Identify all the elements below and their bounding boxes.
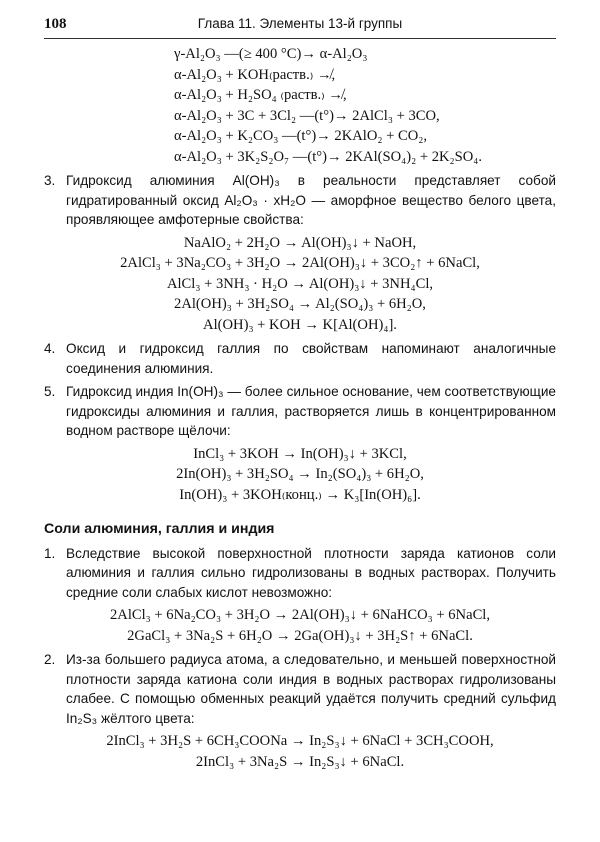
- equation: 2AlCl₃ + 6Na₂CO₃ + 3H₂O → 2Al(OH)₃↓ + 6NaHCO₃ + 6NaCl,: [109, 607, 491, 623]
- indium-reactions: [44, 444, 556, 506]
- equation: α-Al₂O₃ + 3C + 3Cl₂ —(t°)→ 2AlCl₃ + 3CO,: [174, 107, 440, 124]
- equation: 2In(OH)₃ + 3H₂SO₄ → In₂(SO₄)₃ + 6H₂O,: [176, 466, 424, 482]
- item-number: 2.: [44, 652, 56, 667]
- page-body: [44, 44, 556, 772]
- salt-reactions-2: [44, 731, 556, 772]
- equation: InCl₃ + 3KOH → In(OH)₃↓ + 3KCl,: [193, 445, 407, 462]
- equation: α-Al₂O₃ + K₂CO₃ —(t°)→ 2KAlO₂ + CO₂,: [174, 128, 428, 144]
- page-header: [44, 12, 556, 39]
- salt-reactions-1: [44, 605, 556, 646]
- salt-list-item-2: [44, 650, 556, 728]
- item-text: Из-за большего радиуса атома, а следовательно, и меньшей поверхностной плотности заряда катиона соли индия в водных растворах гидролизованы слабее. С помощью обменных реакций удаётся получить средний сульфид In₂S₃ жёлтого цвета:: [66, 652, 556, 726]
- item-number: 3.: [44, 173, 56, 188]
- item-number: 5.: [44, 384, 56, 399]
- equation: 2GaCl₃ + 3Na₂S + 6H₂O → 2Ga(OH)₃↓ + 3H₂S↑ + 6NaCl.: [127, 627, 473, 644]
- item-text: Вследствие высокой поверхностной плотности заряда катионов соли алюминия и галлия сильно гидролизованы в водных растворах. Получить средние соли слабых кислот невозможно:: [66, 545, 556, 600]
- page-number: 108: [44, 16, 67, 32]
- chapter-title: Глава 11. Элементы 13-й группы: [197, 16, 403, 31]
- equation: 2AlCl₃ + 3Na₂CO₃ + 3H₂O → 2Al(OH)₃↓ + 3CO₂↑ + 6NaCl,: [120, 255, 480, 271]
- equation: α-Al₂O₃ + 3K₂S₂O₇ —(t°)→ 2KAl(SO₄)₂ + 2K₂SO₄.: [174, 148, 483, 165]
- equation: γ-Al₂O₃ —(≥ 400 °C)→ α-Al₂O₃: [174, 46, 368, 62]
- list-item-4: [44, 339, 556, 378]
- list-item-5: [44, 382, 556, 441]
- equation: 2InCl₃ + 3Na₂S → In₂S₃↓ + 6NaCl.: [195, 753, 405, 770]
- equation: α-Al₂O₃ + KOH₍раств.₎ ↛,: [174, 66, 336, 83]
- hydroxide-reactions: [44, 233, 556, 336]
- item-text: Гидроксид алюминия Al(OH)₃ в реальности представляет собой гидратированный оксид Al₂O₃ · xH₂O — аморфное вещество белого цвета, проявляющее амфотерные свойства:: [66, 173, 556, 227]
- item-number: 4.: [44, 341, 56, 356]
- equation: α-Al₂O₃ + H₂SO₄ ₍раств.₎ ↛,: [174, 87, 347, 103]
- equation: Al(OH)₃ + KOH → K[Al(OH)₄].: [203, 316, 397, 333]
- item-number: 1.: [44, 545, 56, 561]
- equation: In(OH)₃ + 3KOH₍конц.₎ → K₃[In(OH)₆].: [179, 486, 421, 503]
- equation: NaAlO₂ + 2H₂O → Al(OH)₃↓ + NaOH,: [183, 234, 417, 251]
- equation: 2InCl₃ + 3H₂S + 6CH₃COONa → In₂S₃↓ + 6NaCl + 3CH₃COOH,: [106, 733, 494, 749]
- equation: 2Al(OH)₃ + 3H₂SO₄ → Al₂(SO₄)₃ + 6H₂O,: [174, 296, 426, 312]
- section-title: Соли алюминия, галлия и индия: [44, 521, 275, 537]
- item-text: Оксид и гидроксид галлия по свойствам напоминают аналогичные соединения алюминия.: [66, 341, 556, 376]
- list-item-3: [44, 171, 556, 230]
- equation: AlCl₃ + 3NH₃ · H₂O → Al(OH)₃↓ + 3NH₄Cl,: [166, 275, 434, 292]
- alumina-reactions: [44, 44, 556, 167]
- item-text: Гидроксид индия In(OH)₃ — более сильное основание, чем соответствующие гидроксиды алюминия и галлия, растворяется лишь в концентрированном водном растворе щёлочи:: [66, 384, 556, 438]
- salt-list-item-1: [44, 544, 556, 603]
